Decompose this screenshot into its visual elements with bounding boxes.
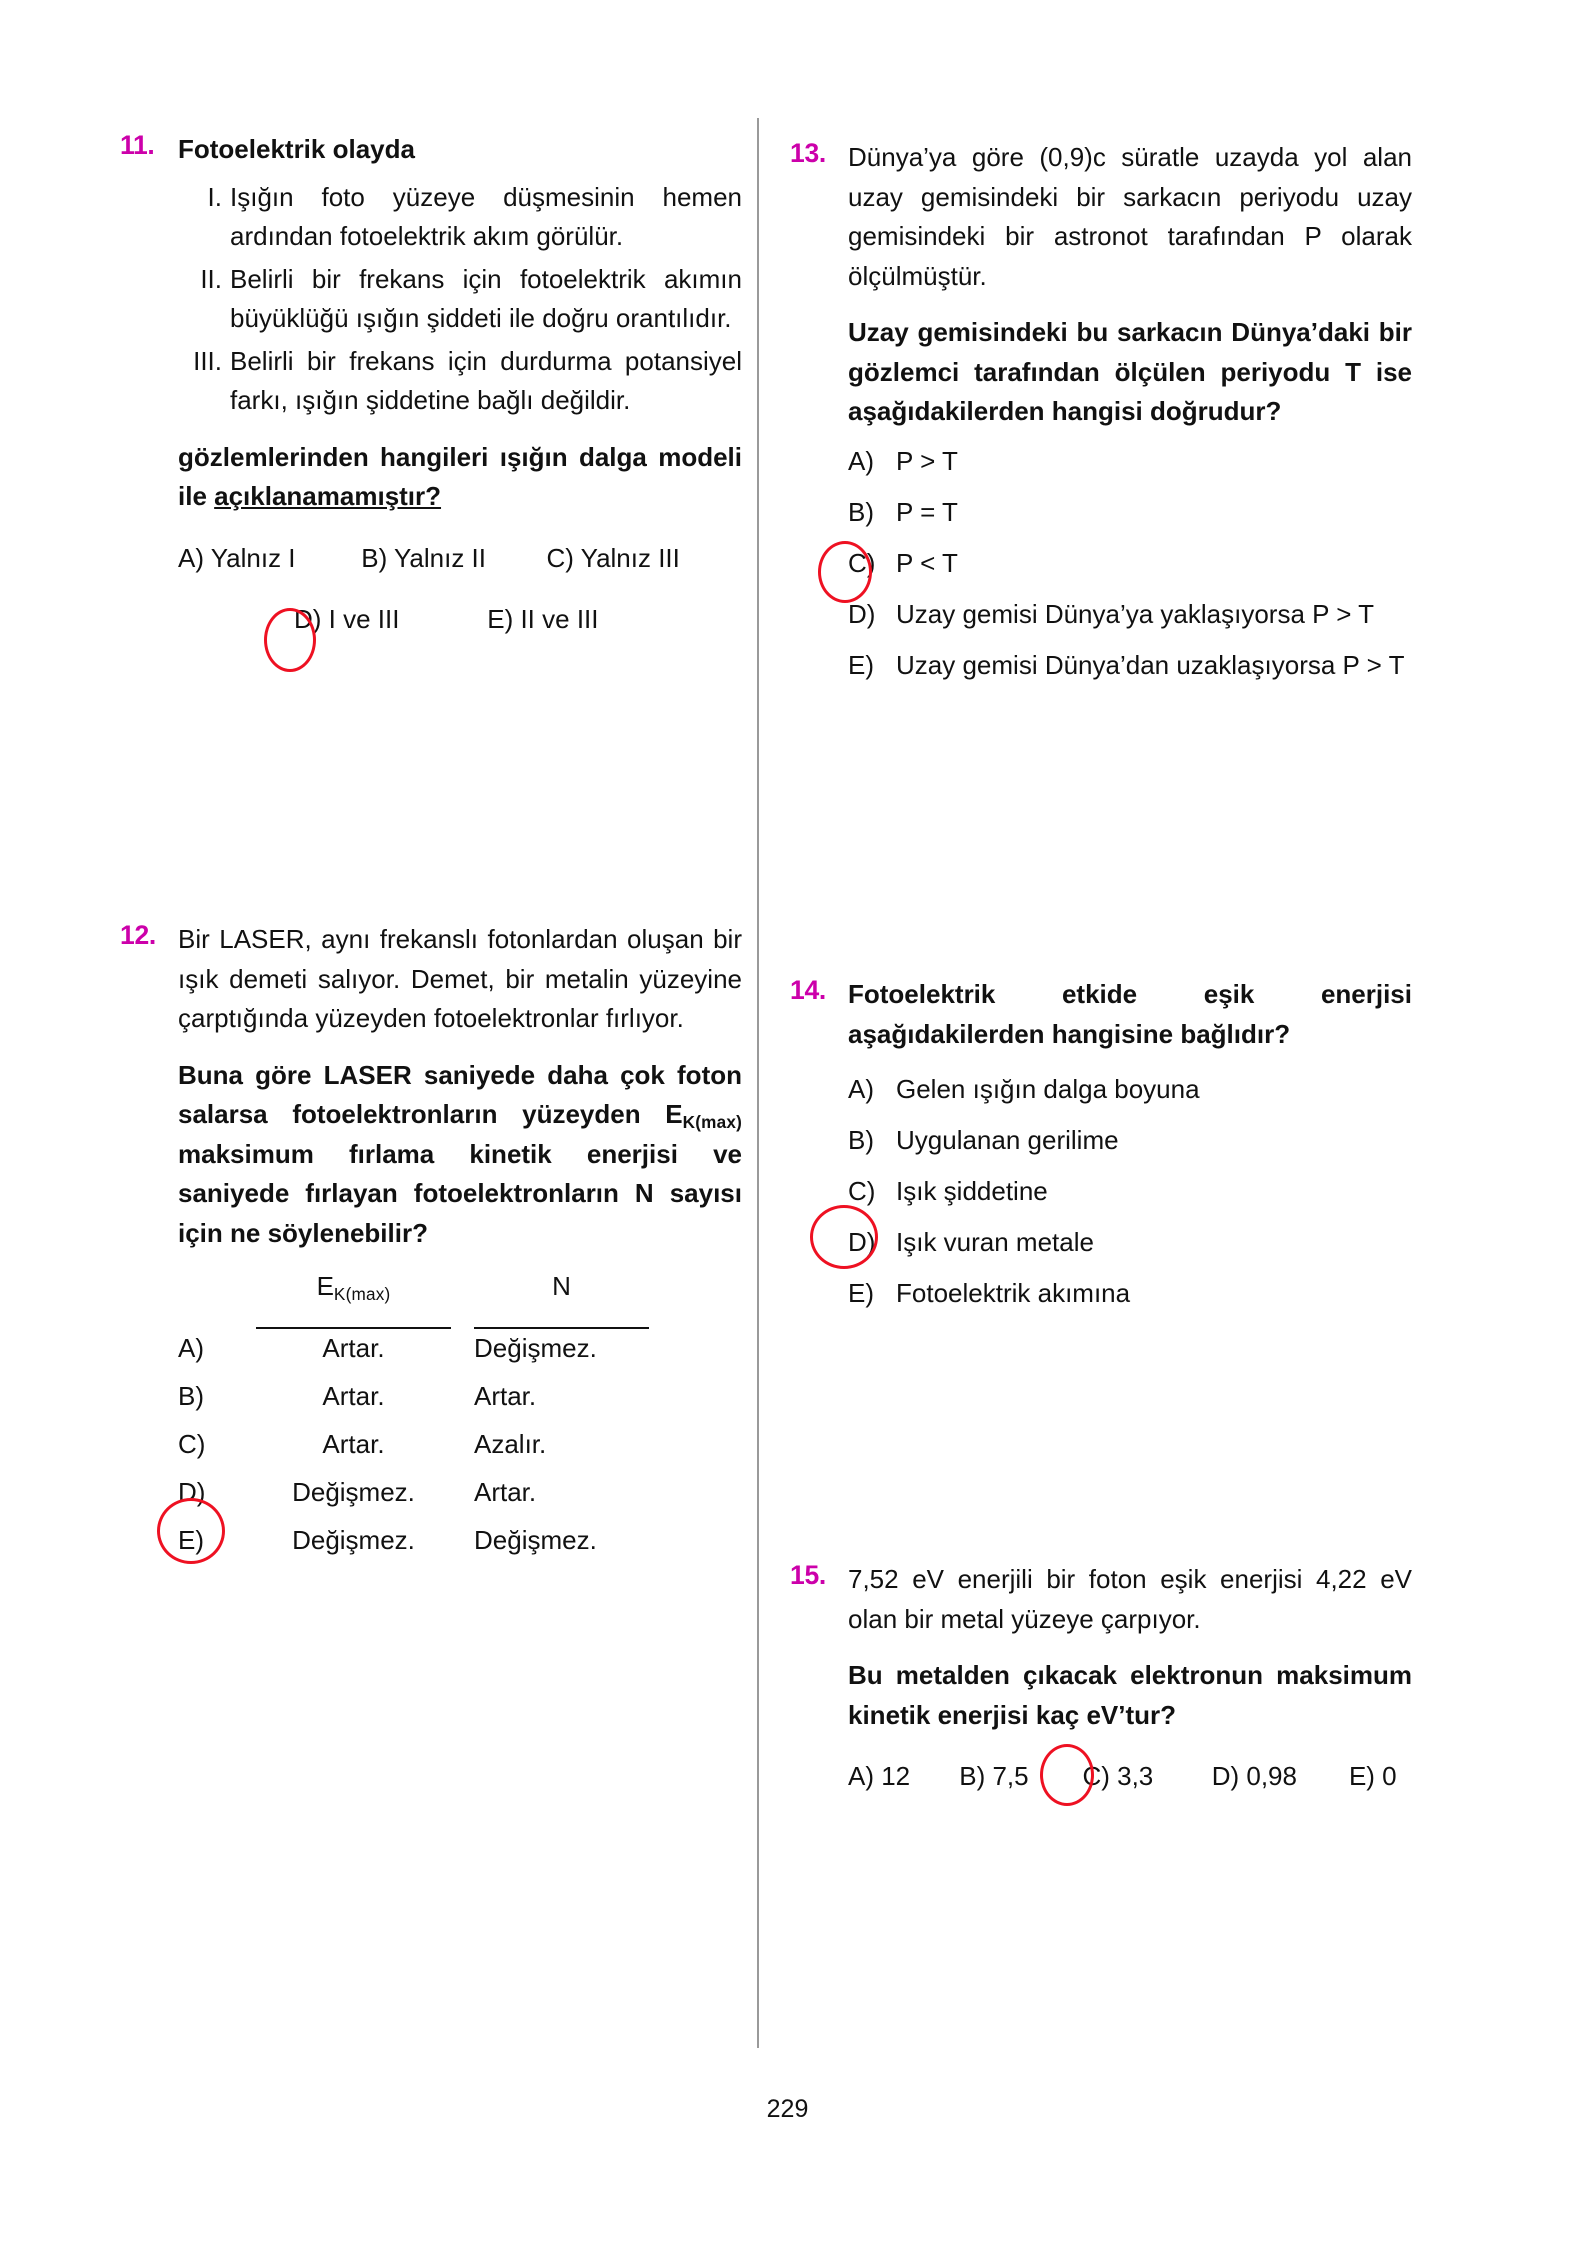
roman-text: Belirli bir frekans için fotoelektrik akımın büyüklüğü ışığın şiddeti ile doğru orantılıdır. [230,263,742,334]
row-label: B) [178,1381,204,1412]
row-n: Değişmez. [474,1525,597,1556]
question-12-prompt-rest: maksimum fırlama kinetik enerjisi ve saniyede fırlayan fotoelektronların N sayısı için ne söylenebilir? [178,1138,742,1248]
option-e[interactable]: E) II ve III [487,603,599,634]
question-14-number: 14. [790,975,826,1005]
option-label: B) [848,496,874,527]
question-11-number: 11. [120,130,155,160]
option-e[interactable] [848,646,1412,685]
row-n: Değişmez. [474,1333,597,1364]
option-text: Uzay gemisi Dünya’dan uzaklaşıyorsa P > T [896,649,1405,680]
table-row[interactable] [178,1477,648,1525]
row-n: Artar. [474,1381,537,1412]
question-12 [120,920,742,1573]
roman-text: Belirli bir frekans için durdurma potansiyel farkı, ışığın şiddetine bağlı değildir. [230,345,742,416]
option-text: Işık şiddetine [896,1176,1048,1207]
option-c[interactable] [848,1172,1412,1211]
option-c[interactable]: C) Yalnız III [546,542,680,573]
option-text: Uygulanan gerilime [896,1125,1119,1156]
question-13-stem: Dünya’ya göre (0,9)c süratle uzayda yol alan uzay gemisindeki bir sarkacın periyodu uzay gemisindeki bir astronot tarafından P olarak ölçülmüştür. [848,142,1412,291]
row-ek: Artar. [322,1381,385,1412]
header-rule-n [474,1327,649,1329]
question-11-options-row-2 [178,600,742,639]
row-label: A) [178,1333,204,1364]
option-d[interactable]: D) 0,98 [1211,1761,1297,1792]
question-13 [790,138,1412,697]
option-label: D) [848,1227,876,1258]
header-rule-ek [256,1327,451,1329]
option-label: D) [848,598,876,629]
question-11-prompt-underlined: açıklanamamıştır? [214,481,442,512]
option-d[interactable] [848,595,1412,634]
question-12-number: 12. [120,920,156,950]
roman-label: I. [207,181,222,212]
question-13-number: 13. [790,138,826,168]
option-text: Işık vuran metale [896,1227,1094,1258]
option-label: E) [848,649,874,680]
question-12-prompt [178,1056,742,1254]
question-15-stem: 7,52 eV enerjili bir foton eşik enerjisi 4,22 eV olan bir metal yüzeye çarpıyor. [848,1564,1412,1634]
option-label: C) [848,547,876,578]
question-14-prompt: Fotoelektrik etkide eşik enerjisi aşağıdakilerden hangisine bağlıdır? [848,979,1412,1049]
option-label: A) [848,445,874,476]
option-b[interactable] [848,1121,1412,1160]
question-15 [790,1560,1412,1796]
row-label: C) [178,1429,206,1460]
question-11-options-row-1 [178,539,742,578]
roman-item [178,178,742,257]
header-ek-subscript: K(max) [333,1284,391,1305]
row-n: Artar. [474,1477,537,1508]
option-e[interactable] [848,1274,1412,1313]
question-12-answer-table [178,1271,648,1573]
header-n: N [552,1271,571,1302]
option-label: B) [848,1125,874,1156]
row-ek: Artar. [322,1333,385,1364]
question-15-number: 15. [790,1560,826,1590]
option-c[interactable] [848,544,1412,583]
question-11 [120,130,742,639]
roman-text: Işığın foto yüzeye düşmesinin hemen ardından fotoelektrik akım görülür. [230,181,742,252]
option-c[interactable]: C) 3,3 [1082,1761,1154,1792]
roman-item [178,342,742,421]
question-12-prompt-lead: Buna göre LASER saniyede daha çok foton salarsa fotoelektronların yüzeyden E [178,1059,742,1130]
option-text: P > T [896,445,958,476]
question-14-options [848,1070,1412,1313]
option-text: P = T [896,496,958,527]
question-15-prompt: Bu metalden çıkacak elektronun maksimum kinetik enerjisi kaç eV’tur? [848,1660,1412,1730]
question-12-stem: Bir LASER, aynı frekanslı fotonlardan oluşan bir ışık demeti salıyor. Demet, bir metalin yüzeyine çarptığında yüzeyden fotoelektronlar fırlıyor. [178,924,742,1034]
option-b[interactable]: B) Yalnız II [361,542,486,573]
row-label: D) [178,1477,206,1508]
table-row[interactable] [178,1333,648,1381]
roman-label: II. [200,263,222,294]
header-ek-text: E [316,1271,334,1302]
option-b[interactable] [848,493,1412,532]
question-15-options-row [848,1757,1412,1796]
table-row[interactable] [178,1429,648,1477]
row-ek: Değişmez. [292,1477,415,1508]
option-label: E) [848,1278,874,1309]
option-a[interactable] [848,442,1412,481]
option-d[interactable]: D) I ve III [294,603,400,634]
roman-item [178,260,742,339]
table-row[interactable] [178,1525,648,1573]
option-a[interactable]: A) 12 [848,1761,911,1792]
option-label: A) [848,1074,874,1105]
option-text: Fotoelektrik akımına [896,1278,1131,1309]
question-13-options [848,442,1412,685]
option-d[interactable] [848,1223,1412,1262]
option-a[interactable]: A) Yalnız I [178,542,296,573]
header-ek [256,1271,451,1305]
option-a[interactable] [848,1070,1412,1109]
row-label: E) [178,1525,204,1556]
option-text: Gelen ışığın dalga boyuna [896,1074,1200,1105]
option-label: C) [848,1176,876,1207]
option-text: Uzay gemisi Dünya’ya yaklaşıyorsa P > T [896,598,1375,629]
row-ek: Değişmez. [292,1525,415,1556]
roman-label: III. [193,345,222,376]
question-12-subscript: K(max) [682,1111,742,1132]
row-ek: Artar. [322,1429,385,1460]
row-n: Azalır. [474,1429,547,1460]
question-11-prompt [178,438,742,517]
question-11-roman-list [178,178,742,421]
option-b[interactable]: B) 7,5 [959,1761,1029,1792]
option-text: P < T [896,547,958,578]
page-number: 229 [766,2095,809,2123]
column-divider [757,118,759,2048]
question-14 [790,975,1412,1325]
question-11-prompt-text: gözlemlerinden hangileri ışığın dalga modeli ile [178,441,742,512]
table-row[interactable] [178,1381,648,1429]
question-11-stem: Fotoelektrik olayda [178,134,415,164]
question-13-prompt: Uzay gemisindeki bu sarkacın Dünya’daki bir gözlemci tarafından ölçülen periyodu T ise aşağıdakilerden hangisi doğrudur? [848,317,1412,427]
option-e[interactable]: E) 0 [1348,1761,1397,1792]
answer-table-head [178,1271,648,1333]
